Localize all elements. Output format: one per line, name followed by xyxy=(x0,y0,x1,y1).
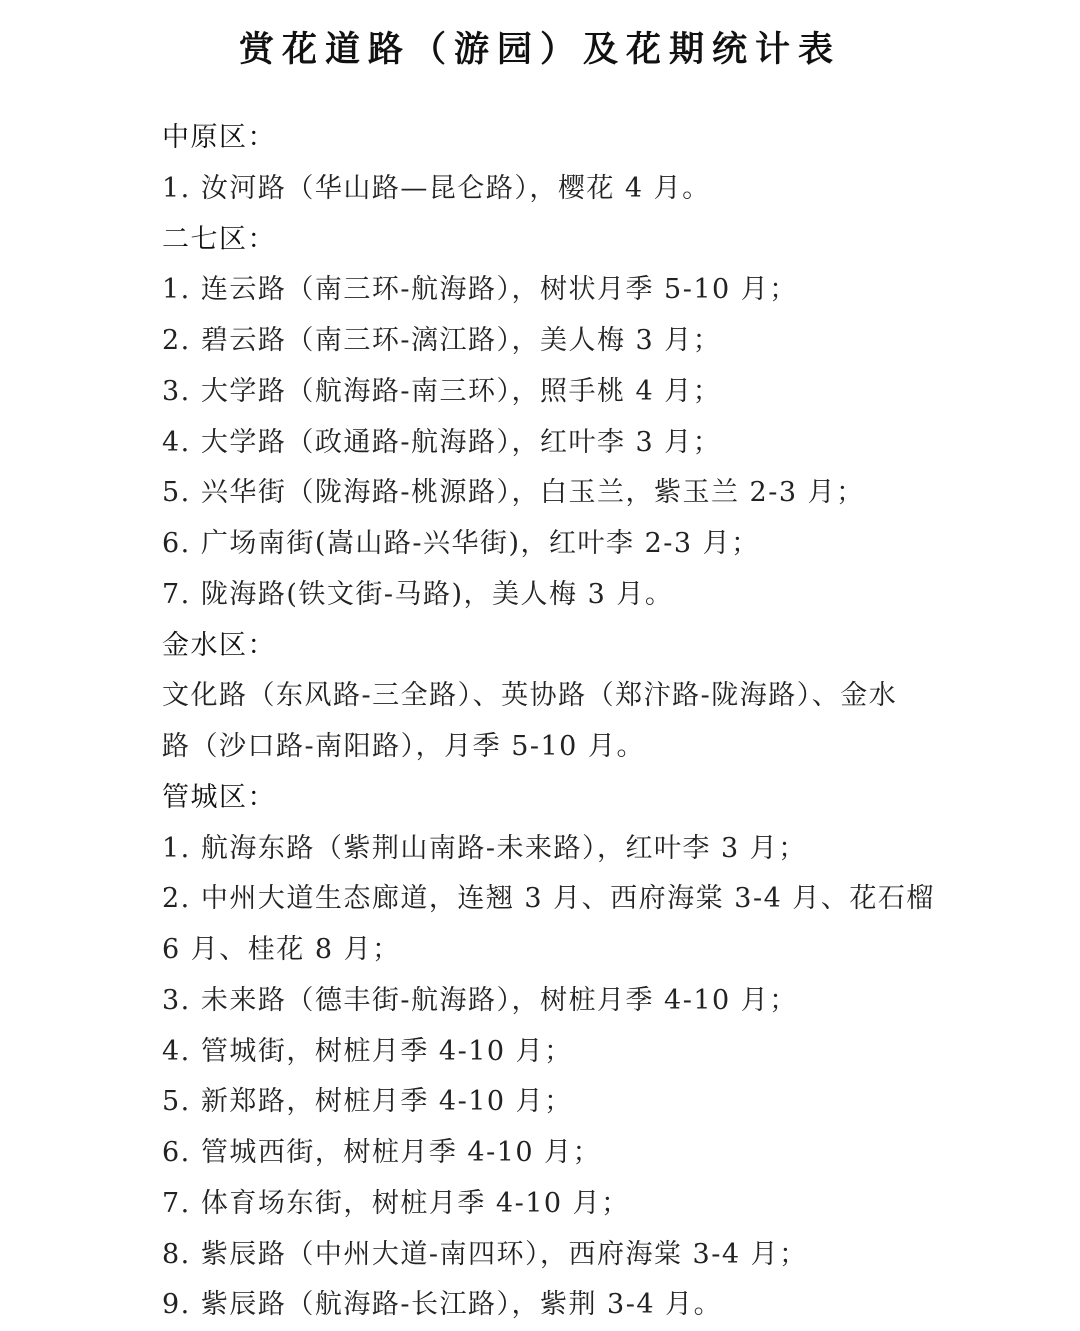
list-item: 1. 航海东路（紫荆山南路-未来路），红叶李 3 月； xyxy=(162,832,807,864)
list-item: 7. 陇海路(铁文街-马路)，美人梅 3 月。 xyxy=(162,578,674,610)
list-item: 6. 广场南街(嵩山路-兴华街)，红叶李 2-3 月； xyxy=(162,528,760,559)
list-item-continuation: 6 月、桂花 8 月； xyxy=(162,934,401,965)
list-item: 8. 紫辰路（中州大道-南四环），西府海棠 3-4 月； xyxy=(162,1238,808,1270)
list-item: 9. 紫辰路（航海路-长江路），紫荆 3-4 月。 xyxy=(162,1289,723,1321)
list-item: 7. 体育场东街，树桩月季 4-10 月； xyxy=(162,1187,630,1219)
paragraph-line: 文化路（东风路-三全路）、英协路（郑汴路-陇海路）、金水 xyxy=(162,680,898,712)
document-body xyxy=(162,113,935,1331)
district-heading: 管城区： xyxy=(162,781,276,813)
list-item: 2. 中州大道生态廊道，连翘 3 月、西府海棠 3-4 月、花石榴 xyxy=(162,883,935,915)
paragraph-line: 路（沙口路-南阳路），月季 5-10 月。 xyxy=(162,731,645,762)
district-heading: 金水区： xyxy=(162,629,276,661)
list-item: 3. 未来路（德丰街-航海路），树桩月季 4-10 月； xyxy=(162,984,798,1016)
district-heading: 二七区： xyxy=(162,223,276,255)
list-item: 2. 碧云路（南三环-漓江路），美人梅 3 月； xyxy=(162,325,722,356)
list-item: 5. 新郑路，树桩月季 4-10 月； xyxy=(162,1086,573,1118)
list-item: 4. 大学路（政通路-航海路），红叶李 3 月； xyxy=(162,426,722,458)
list-item: 1. 汝河路（华山路—昆仑路），樱花 4 月。 xyxy=(162,172,711,204)
list-item: 4. 管城街，树桩月季 4-10 月； xyxy=(162,1035,573,1067)
district-heading: 中原区： xyxy=(162,122,276,153)
list-item: 3. 大学路（航海路-南三环），照手桃 4 月； xyxy=(162,375,722,407)
list-item: 1. 连云路（南三环-航海路），树状月季 5-10 月； xyxy=(162,274,798,306)
page-title: 赏花道路（游园）及花期统计表 xyxy=(238,29,841,70)
list-item: 5. 兴华街（陇海路-桃源路），白玉兰，紫玉兰 2-3 月； xyxy=(162,477,865,509)
list-item: 6. 管城西街，树桩月季 4-10 月； xyxy=(162,1137,602,1168)
